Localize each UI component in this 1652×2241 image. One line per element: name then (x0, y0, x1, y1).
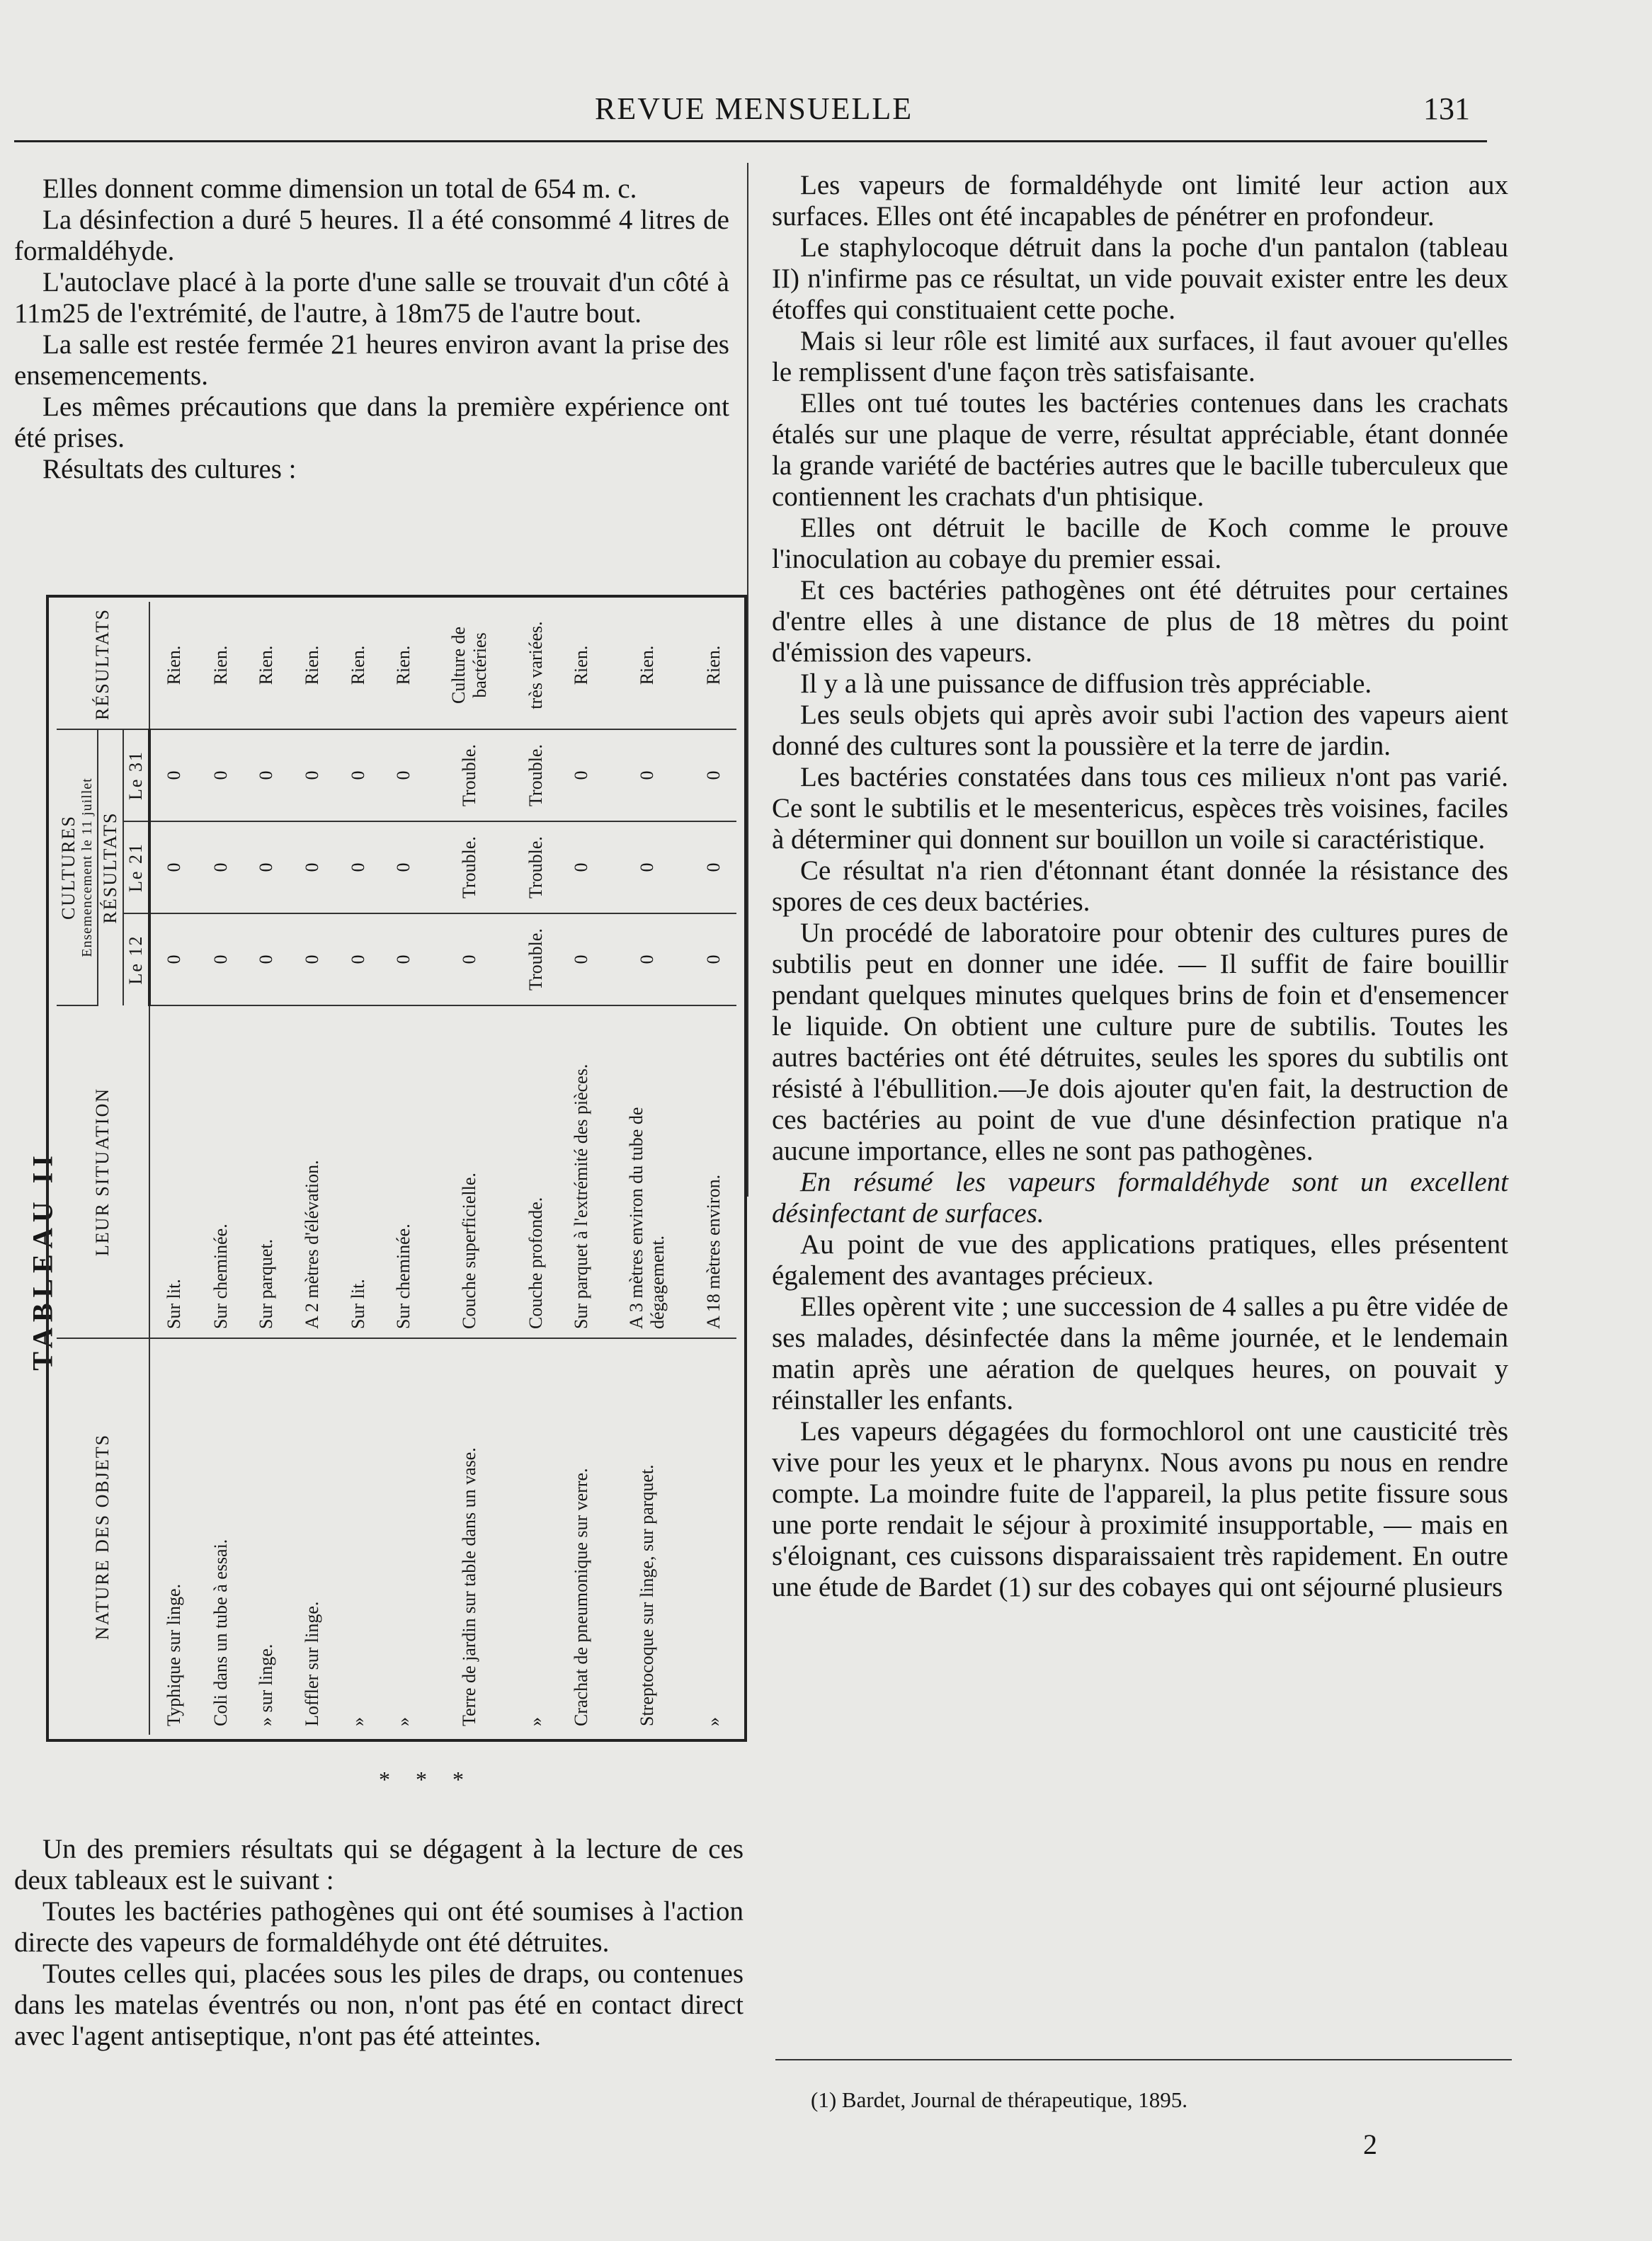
header-situation: LEUR SITUATION (57, 1005, 149, 1338)
cell-le31: Trouble. (427, 729, 513, 821)
paragraph: Les mêmes précautions que dans la première expérience ont été prises. (14, 392, 729, 453)
table-row (513, 602, 559, 1735)
cell-nature: » (347, 1717, 368, 1726)
cell-resultat: Culture de bactéries (427, 602, 513, 729)
paragraph: La salle est restée fermée 21 heures environ avant la prise des ensemencements. (14, 329, 729, 391)
cell-le21: 0 (149, 821, 198, 913)
running-header (14, 91, 1487, 133)
cell-nature: » (702, 1717, 724, 1726)
paragraph: Un des premiers résultats qui se dégagent à la lecture de ces deux tableaux est le suivant : (14, 1834, 744, 1895)
cell-nature: Coli dans un tube à essai. (210, 1539, 231, 1726)
cell-le12: 0 (559, 913, 605, 1005)
cell-le31: 0 (290, 729, 336, 821)
cell-resultat: Rien. (290, 602, 336, 729)
paragraph: Elles ont tué toutes les bactéries contenues dans les crachats étalés sur une plaque de verre, résultat appréciable, étant donnée la grande variété de bactéries autres que le bacille tuberculeux que contiennent les crachats d'un phtisique. (772, 388, 1508, 512)
cell-resultat: très variées. (513, 602, 559, 729)
cell-le12: 0 (149, 913, 198, 1005)
header-le12: Le 12 (123, 913, 149, 1005)
paragraph: Elles donnent comme dimension un total de 654 m. c. (42, 173, 637, 204)
cell-le31: 0 (335, 729, 381, 821)
cell-le21: 0 (605, 821, 691, 913)
cell-le21: 0 (381, 821, 427, 913)
table-row (335, 602, 381, 1735)
cell-le12: 0 (290, 913, 336, 1005)
paragraph: Ce résultat n'a rien d'étonnant étant donnée la résistance des spores de ces deux bactéries. (772, 855, 1508, 917)
paragraph: Elles ont détruit le bacille de Koch comme le prouve l'inoculation au cobaye du premier essai. (772, 513, 1508, 574)
cell-nature: Loffler sur linge. (302, 1601, 323, 1726)
cell-le12: 0 (381, 913, 427, 1005)
section-stars: * * * (379, 1767, 474, 1792)
header-cultures-title: CULTURES (58, 815, 79, 920)
paragraph: Les seuls objets qui après avoir subi l'action des vapeurs aient donné des cultures sont la poussière et la terre de jardin. (772, 700, 1508, 761)
cell-le12: 0 (605, 913, 691, 1005)
footnote-rule (775, 2059, 1512, 2060)
cell-nature: » (525, 1717, 546, 1726)
paragraph: Toutes celles qui, placées sous les piles de draps, ou contenues dans les matelas éventrés ou non, n'ont pas été en contact direct avec l'agent antiseptique, n'ont pas été atteintes. (14, 1958, 744, 2051)
header-resultats: RÉSULTATS (57, 602, 149, 729)
paragraph: Résultats des cultures : (42, 454, 297, 484)
cell-le31: 0 (198, 729, 244, 821)
table-row (605, 602, 691, 1735)
paragraph: Les bactéries constatées dans tous ces milieux n'ont pas varié. Ce sont le subtilis et le mesentericus, espèces très voisines, faciles à déterminer qui donnent sur bouillon un voile si caractéristique. (772, 762, 1508, 855)
paragraph: La désinfection a duré 5 heures. Il a été consommé 4 litres de formaldéhyde. (14, 205, 729, 266)
cell-le31: 0 (605, 729, 691, 821)
paragraph: Mais si leur rôle est limité aux surfaces, il faut avouer qu'elles le remplissent d'une façon très satisfaisante. (772, 326, 1508, 387)
cell-le21: 0 (690, 821, 736, 913)
cell-le31: Trouble. (513, 729, 559, 821)
cell-le12: 0 (427, 913, 513, 1005)
cell-le12: 0 (335, 913, 381, 1005)
paragraph: L'autoclave placé à la porte d'une salle se trouvait d'un côté à 11m25 de l'extrémité, de l'autre, à 18m75 de l'autre bout. (14, 267, 729, 329)
table-row (690, 602, 736, 1735)
header-rule (14, 140, 1487, 142)
table-row (198, 602, 244, 1735)
paragraph: Le staphylocoque détruit dans la poche d'un pantalon (tableau II) n'infirme pas ce résultat, un vide pouvait exister entre les deux étoffes qui constituaient cette poche. (772, 232, 1508, 325)
paragraph: Et ces bactéries pathogènes ont été détruites pour certaines d'entre elles à une distance de plus de 18 mètres du point d'émission des vapeurs. (772, 575, 1508, 668)
table-row (290, 602, 336, 1735)
table-row (381, 602, 427, 1735)
cell-le12: 0 (244, 913, 290, 1005)
cell-le21: 0 (559, 821, 605, 913)
cell-nature: Crachat de pneumonique sur verre. (571, 1468, 592, 1726)
table-label: TABLEAU II (26, 1150, 59, 1371)
results-table (57, 602, 736, 1735)
cell-resultat: Rien. (149, 602, 198, 729)
cell-situation: Sur lit. (149, 1005, 198, 1338)
signature-mark: 2 (1363, 2128, 1377, 2160)
cell-resultat: Rien. (605, 602, 691, 729)
paragraph: Elles opèrent vite ; une succession de 4 salles a pu être vidée de ses malades, désinfectée dans la même journée, et le lendemain matin après une aération de quelques heures, on pouvait y réinstaller les enfants. (772, 1291, 1508, 1415)
cell-le21: 0 (244, 821, 290, 913)
cell-resultat: Rien. (559, 602, 605, 729)
header-le31: Le 31 (123, 729, 149, 821)
cell-le21: 0 (198, 821, 244, 913)
cell-situation: A 3 mètres environ du tube de dégagement. (605, 1005, 691, 1338)
cell-le21: 0 (290, 821, 336, 913)
cell-le21: Trouble. (427, 821, 513, 913)
cell-nature: » sur linge. (256, 1643, 277, 1726)
paragraph: Les vapeurs de formaldéhyde ont limité leur action aux surfaces. Elles ont été incapables de pénétrer en profondeur. (772, 170, 1508, 232)
results-table-frame (46, 595, 747, 1742)
table-row (244, 602, 290, 1735)
paragraph: Un procédé de laboratoire pour obtenir des cultures pures de subtilis peut en donner une idée. — Il suffit de faire bouillir pendant quelques minutes quelques brins de foin et d'ensemencer le liquide. On obtient une culture pure de subtilis. Toutes les autres bactéries ont été détruites, seules les spores du subtilis ont résisté à l'ébullition.—Je dois ajouter qu'en fait, la destruction de ces bactéries au point de vue d'une désinfection pratique n'a aucune importance, elles ne sont pas pathogènes. (772, 918, 1508, 1166)
paragraph: Toutes les bactéries pathogènes qui ont été soumises à l'action directe des vapeurs de formaldéhyde ont été détruites. (14, 1896, 744, 1958)
cell-le12: Trouble. (513, 913, 559, 1005)
header-le21: Le 21 (123, 821, 149, 913)
cell-situation: Sur parquet. (244, 1005, 290, 1338)
cell-resultat: Rien. (335, 602, 381, 729)
header-ensemencement: Ensemencement le 11 juillet (79, 777, 95, 957)
footnote: (1) Bardet, Journal de thérapeutique, 1895. (811, 2087, 1187, 2112)
cell-le31: 0 (381, 729, 427, 821)
cell-le31: 0 (690, 729, 736, 821)
cell-le12: 0 (690, 913, 736, 1005)
column-divider (747, 163, 748, 1197)
journal-title: REVUE MENSUELLE (595, 91, 913, 126)
cell-resultat: Rien. (690, 602, 736, 729)
cell-situation: Sur parquet à l'extrémité des pièces. (559, 1005, 605, 1338)
cell-le12: 0 (198, 913, 244, 1005)
cell-nature: Terre de jardin sur table dans un vase. (459, 1447, 480, 1726)
cell-le31: 0 (244, 729, 290, 821)
header-resultats-sub: RÉSULTATS (98, 729, 123, 1005)
cell-le31: 0 (149, 729, 198, 821)
cell-resultat: Rien. (381, 602, 427, 729)
cell-situation: Couche superficielle. (427, 1005, 513, 1338)
table-row (559, 602, 605, 1735)
cell-situation: Sur cheminée. (198, 1005, 244, 1338)
paragraph: Les vapeurs dégagées du formochlorol ont une causticité très vive pour les yeux et le pharynx. Nous avons pu nous en rendre compte. La moindre fuite de l'appareil, la plus petite fissure sous une porte rendait le séjour à proximité insupportable, — mais en s'éloignant, ces cuissons disparaissaient très rapidement. En outre une étude de Bardet (1) sur des cobayes qui ont séjourné plusieurs (772, 1416, 1508, 1602)
cell-le21: Trouble. (513, 821, 559, 913)
table-row (149, 602, 198, 1735)
left-column-top (14, 173, 729, 485)
cell-situation: A 18 mètres environ. (690, 1005, 736, 1338)
paragraph: Il y a là une puissance de diffusion très appréciable. (800, 668, 1372, 699)
cell-resultat: Rien. (198, 602, 244, 729)
cell-nature: Typhique sur linge. (163, 1583, 184, 1726)
cell-situation: Sur lit. (335, 1005, 381, 1338)
paragraph: Au point de vue des applications pratiques, elles présentent également des avantages précieux. (772, 1229, 1508, 1291)
cell-nature: » (393, 1717, 414, 1726)
cell-resultat: Rien. (244, 602, 290, 729)
cell-situation: Sur cheminée. (381, 1005, 427, 1338)
header-cultures (57, 729, 98, 1005)
left-column-bottom (14, 1834, 744, 2052)
cell-le31: 0 (559, 729, 605, 821)
summary-paragraph: En résumé les vapeurs formaldéhyde sont un excellent désinfectant de surfaces. (772, 1167, 1508, 1228)
page-number: 131 (1423, 91, 1470, 126)
cell-le21: 0 (335, 821, 381, 913)
right-column (772, 170, 1508, 1603)
table-row (427, 602, 513, 1735)
cell-situation: A 2 mètres d'élévation. (290, 1005, 336, 1338)
cell-situation: Couche profonde. (513, 1005, 559, 1338)
header-nature: NATURE DES OBJETS (57, 1338, 149, 1735)
cell-nature: Streptocoque sur linge, sur parquet. (637, 1464, 658, 1726)
results-table-rotated (57, 602, 736, 1735)
table-body (149, 602, 736, 1735)
